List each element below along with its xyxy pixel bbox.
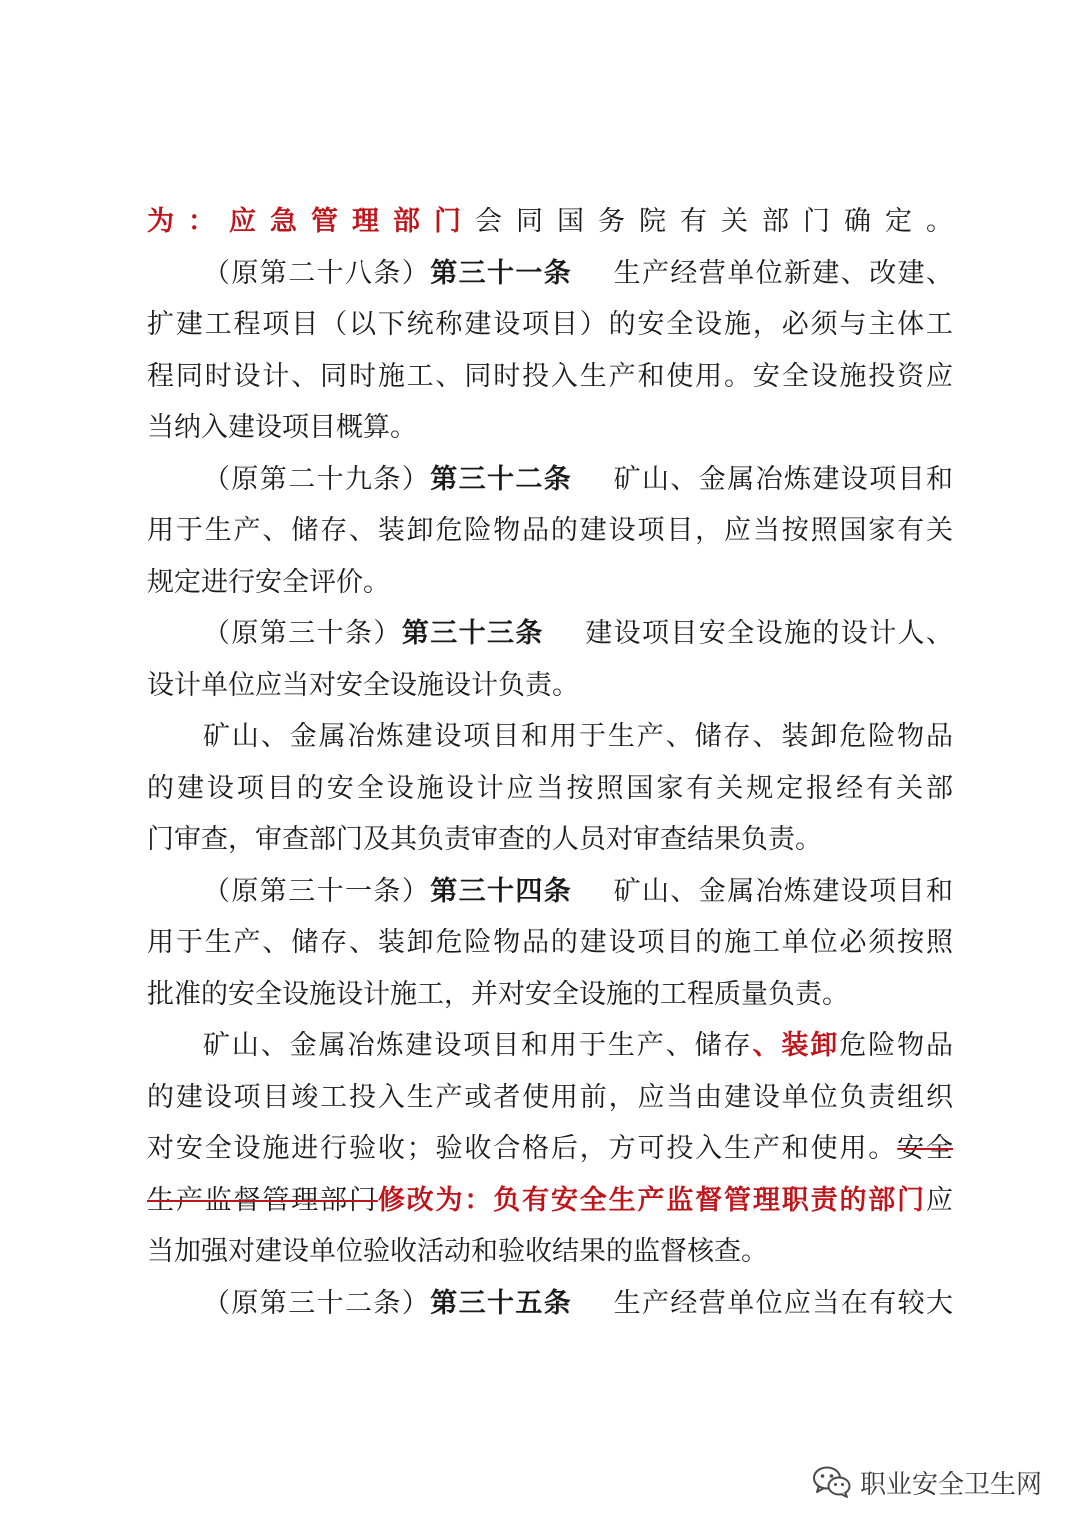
text-run: 矿山、金属冶炼建设项目和 [612, 875, 953, 907]
article-heading-line [147, 608, 953, 660]
text-run: 的建设项目竣工投入生产或者使用前，应当由建设单位负责组织 [147, 1081, 953, 1113]
article-heading-line [147, 1278, 953, 1330]
text-line [147, 814, 953, 866]
article-heading-line [147, 454, 953, 506]
text-run: 矿山、金属冶炼建设项目和 [612, 463, 953, 495]
text-line [147, 351, 953, 403]
text-run: 用于生产、储存、装卸危险物品的建设项目，应当按照国家有关 [147, 515, 953, 546]
text-run: 会同国务院有关部门确定。 [475, 206, 953, 237]
deleted-text: 安全 [897, 1133, 953, 1164]
text-line [147, 402, 953, 454]
text-line [147, 1175, 953, 1227]
text-line [147, 557, 953, 609]
original-article-ref: （原第三十二条） [203, 1287, 431, 1319]
text-run: 批准的安全设施设计施工，并对安全设施的工程质量负责。 [147, 978, 849, 1010]
text-run: 对安全设施进行验收；验收合格后，方可投入生产和使用。 [147, 1133, 898, 1164]
article-number: 第三十五条 [430, 1287, 573, 1319]
text-line [147, 505, 953, 557]
text-run: 危险物品 [839, 1030, 953, 1061]
text-run: 的建设项目的安全设施设计应当按照国家有关规定报经有关部 [147, 772, 953, 804]
watermark-text: 职业安全卫生网 [860, 1469, 1043, 1500]
text-line [147, 1123, 953, 1175]
text-run: 矿山、金属冶炼建设项目和用于生产、储存、装卸危险物品 [203, 721, 953, 752]
amendment-text: 为：应急管理部门 [147, 206, 475, 237]
amendment-text: 修改为：负有安全生产监督管理职责的部门 [377, 1184, 927, 1216]
text-run: 扩建工程项目（以下统称建设项目）的安全设施，必须与主体工 [147, 309, 953, 340]
original-article-ref: （原第三十一条） [203, 875, 431, 907]
text-run: 用于生产、储存、装卸危险物品的建设项目的施工单位必须按照 [147, 927, 953, 958]
deleted-text: 生产监督管理部门 [147, 1184, 378, 1216]
original-article-ref: （原第二十八条） [203, 257, 431, 289]
text-line [147, 969, 953, 1021]
text-line [147, 1226, 953, 1278]
text-line [147, 299, 953, 351]
text-run: 规定进行安全评价。 [147, 566, 390, 598]
article-number: 第三十三条 [401, 618, 544, 649]
text-run: 生产经营单位应当在有较大 [612, 1287, 953, 1319]
text-line [147, 1020, 953, 1072]
text-run: 门审查，审查部门及其负责审查的人员对审查结果负责。 [147, 824, 822, 855]
text-line [147, 763, 953, 815]
text-run: 程同时设计、同时施工、同时投入生产和使用。安全设施投资应 [147, 360, 953, 392]
text-run: 生产经营单位新建、改建、 [612, 257, 953, 289]
text-line [147, 196, 953, 248]
article-heading-line [147, 866, 953, 918]
article-number: 第三十二条 [430, 463, 573, 495]
source-watermark [812, 1460, 1042, 1504]
text-run: 应 [926, 1184, 953, 1216]
text-run: 当纳入建设项目概算。 [147, 412, 417, 443]
wechat-icon [812, 1465, 852, 1499]
text-line [147, 711, 953, 763]
article-number: 第三十四条 [430, 875, 573, 907]
text-line [147, 917, 953, 969]
text-run: 当加强对建设单位验收活动和验收结果的监督核查。 [147, 1236, 768, 1267]
original-article-ref: （原第二十九条） [203, 463, 431, 495]
article-heading-line [147, 248, 953, 300]
text-run: 建设项目安全设施的设计人、 [583, 618, 953, 649]
amendment-text: 、装卸 [752, 1030, 840, 1061]
original-article-ref: （原第三十条） [203, 618, 402, 649]
text-run: 设计单位应当对安全设施设计负责。 [147, 669, 579, 701]
article-number: 第三十一条 [430, 257, 573, 289]
text-line [147, 660, 953, 712]
text-run: 矿山、金属冶炼建设项目和用于生产、储存 [203, 1030, 753, 1061]
document-body [147, 196, 953, 1329]
text-line [147, 1072, 953, 1124]
